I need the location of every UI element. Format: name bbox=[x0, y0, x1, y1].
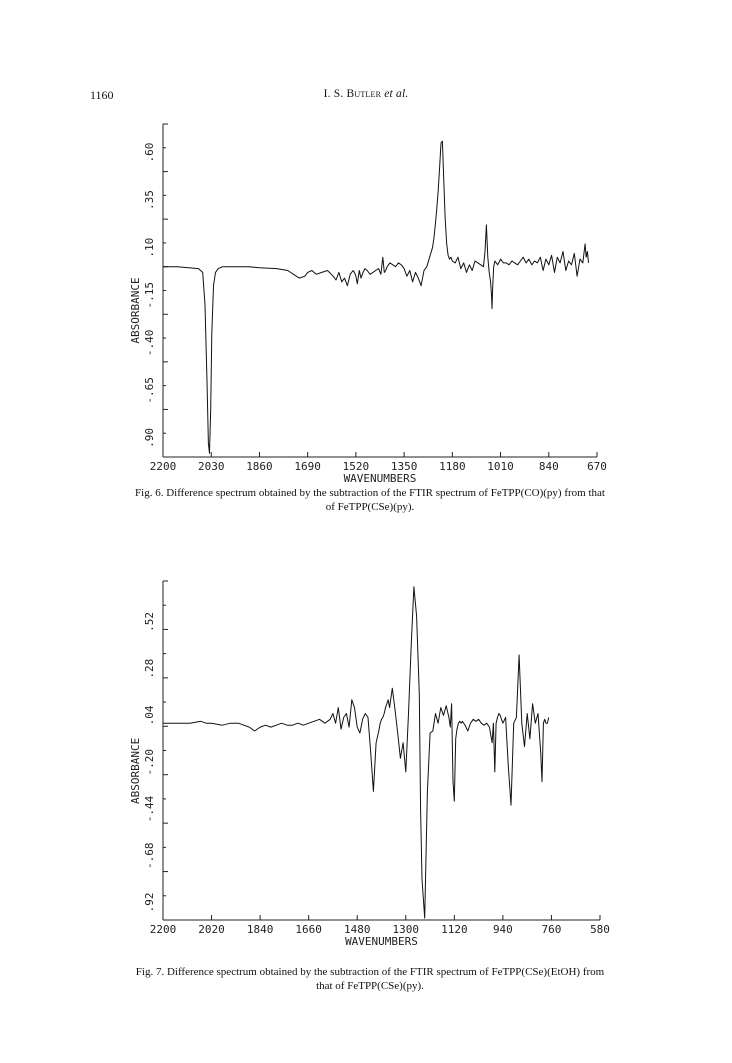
x-tick-label: 2200 bbox=[149, 923, 177, 936]
x-tick-label: 760 bbox=[541, 923, 562, 936]
y-tick-label: .90 bbox=[143, 428, 156, 448]
y-tick-label: .60 bbox=[143, 142, 156, 163]
y-tick-label: -.20 bbox=[143, 748, 156, 776]
y-tick-label: -.68 bbox=[143, 842, 156, 869]
x-tick-label: 2020 bbox=[198, 923, 225, 936]
x-tick-label: 1520 bbox=[342, 460, 370, 473]
y-tick-label: -.15 bbox=[143, 282, 156, 309]
y-tick-label: .04 bbox=[143, 705, 156, 726]
running-head bbox=[0, 88, 732, 100]
x-tick-label: 1840 bbox=[246, 923, 274, 936]
x-tick-label: 1120 bbox=[441, 923, 468, 936]
figure-7-spectrum bbox=[0, 573, 732, 958]
y-tick-label: -.40 bbox=[143, 329, 156, 357]
x-tick-label: 2030 bbox=[197, 460, 225, 473]
y-tick-label: -.65 bbox=[143, 377, 156, 404]
x-tick-label: 1690 bbox=[294, 460, 321, 473]
x-axis-label: WAVENUMBERS bbox=[343, 472, 417, 485]
x-tick-label: 1180 bbox=[439, 460, 466, 473]
x-tick-label: 1480 bbox=[343, 923, 371, 936]
x-tick-label: 1010 bbox=[487, 460, 514, 473]
spectrum-line bbox=[163, 587, 549, 918]
x-tick-label: 1660 bbox=[295, 923, 322, 936]
running-head-author: I. S. Butler bbox=[323, 88, 382, 100]
x-tick-label: 1300 bbox=[392, 923, 420, 936]
y-tick-label: .92 bbox=[143, 892, 156, 913]
x-tick-label: 580 bbox=[590, 923, 610, 936]
y-tick-label: .35 bbox=[143, 190, 156, 211]
figure-6-spectrum bbox=[0, 112, 732, 485]
x-tick-label: 670 bbox=[587, 460, 607, 473]
x-axis-label: WAVENUMBERS bbox=[345, 935, 418, 948]
x-tick-label: 2200 bbox=[149, 460, 177, 473]
y-tick-label: -.44 bbox=[143, 795, 156, 823]
figure-7-caption: Fig. 7. Difference spectrum obtained by the subtraction of the FTIR spectrum of FeTPP(CSe)(EtOH) from that of FeTPP(CSe)(py). bbox=[135, 966, 605, 992]
x-tick-label: 940 bbox=[492, 923, 513, 936]
figure-6-caption: Fig. 6. Difference spectrum obtained by the subtraction of the FTIR spectrum of FeTPP(CO)(py) from that of FeTPP(CSe)(py). bbox=[135, 487, 605, 513]
y-axis-label: ABSORBANCE bbox=[129, 737, 142, 804]
y-tick-label: .10 bbox=[143, 237, 156, 258]
y-tick-label: .52 bbox=[143, 611, 156, 632]
y-axis-label: ABSORBANCE bbox=[129, 277, 142, 344]
running-head-etal: et al. bbox=[384, 88, 409, 100]
x-tick-label: 1350 bbox=[390, 460, 418, 473]
y-tick-label: .28 bbox=[143, 658, 156, 679]
spectrum-line bbox=[163, 141, 589, 453]
x-tick-label: 1860 bbox=[246, 460, 273, 473]
x-tick-label: 840 bbox=[538, 460, 559, 473]
page-number: 1160 bbox=[90, 88, 114, 102]
